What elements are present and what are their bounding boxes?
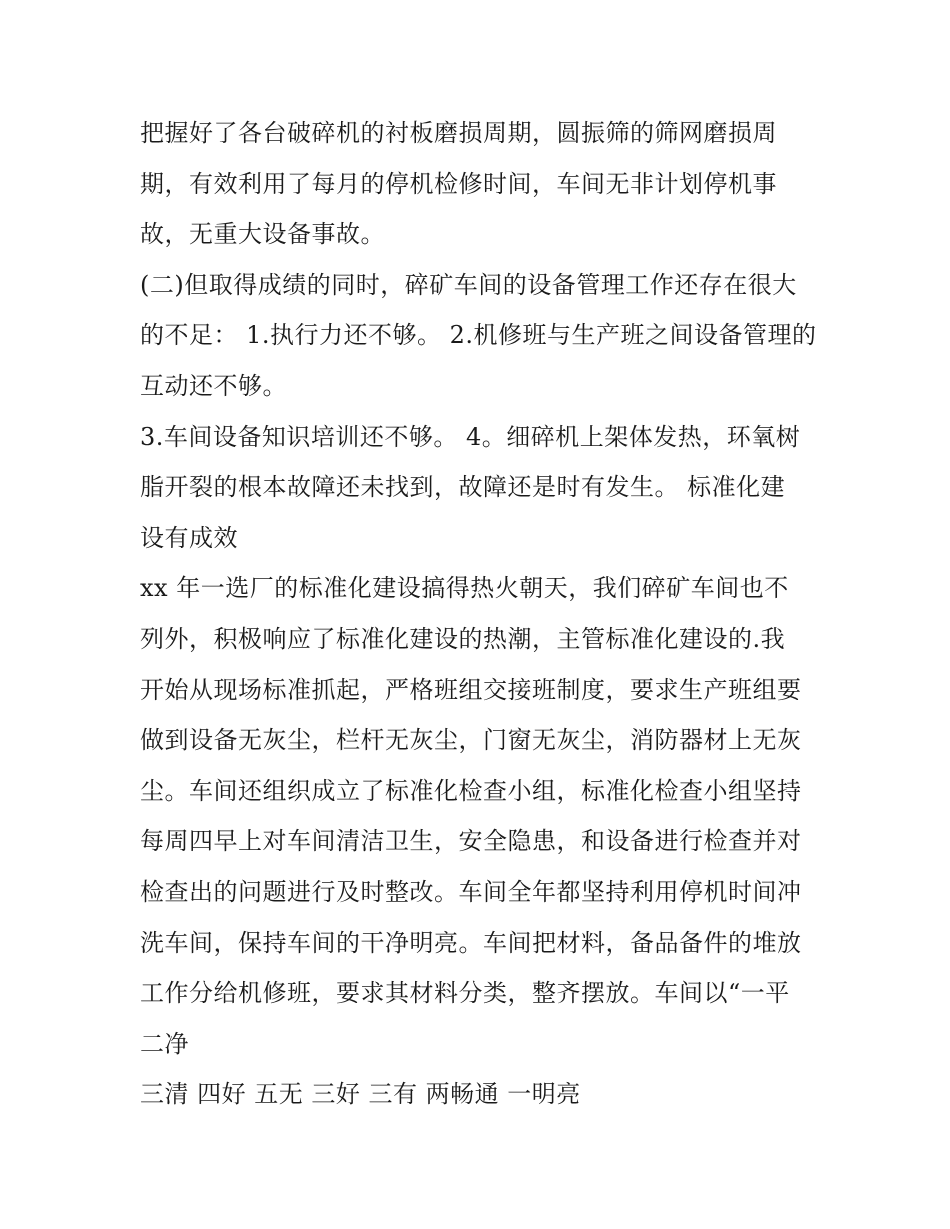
text-line: 3.车间设备知识培训还不够。 4。细碎机上架体发热，环氧树	[140, 422, 801, 451]
text-line: 脂开裂的根本故障还未找到，故障还是时有发生。 标准化建	[140, 473, 786, 502]
text-line: 把握好了各台破碎机的衬板磨损周期，圆振筛的筛网磨损周	[140, 119, 777, 147]
text-line: 洗车间，保持车间的干净明亮。车间把材料，备品备件的堆放	[140, 928, 802, 957]
text-line: 做到设备无灰尘，栏杆无灰尘，门窗无灰尘，消防器材上无灰	[140, 726, 802, 755]
text-line: xx 年一选厂的标准化建设搞得热火朝天，我们碎矿车间也不	[140, 574, 789, 603]
text-line: (二)但取得成绩的同时，碎矿车间的设备管理工作还存在很大	[140, 270, 797, 299]
text-line: 设有成效	[140, 523, 238, 552]
text-line: 互动还不够。	[140, 371, 287, 400]
text-line: 的不足： 1.执行力还不够。 2.机修班与生产班之间设备管理的	[140, 321, 817, 350]
text-line: 工作分给机修班，要求其材料分类，整齐摆放。车间以“一平	[140, 979, 790, 1008]
text-line: 尘。车间还组织成立了标准化检查小组，标准化检查小组坚持	[140, 776, 802, 805]
text-line: 每周四早上对车间清洁卫生，安全隐患，和设备进行检查并对	[140, 827, 802, 856]
text-line: 检查出的问题进行及时整改。车间全年都坚持利用停机时间冲	[140, 877, 802, 906]
text-line: 列外，积极响应了标准化建设的热潮，主管标准化建设的.我	[140, 624, 786, 653]
text-line: 开始从现场标准抓起，严格班组交接班制度，要求生产班组要	[140, 675, 802, 704]
text-line: 故，无重大设备事故。	[140, 220, 385, 249]
text-line: 二净	[140, 1029, 189, 1058]
text-line: 三清 四好 五无 三好 三有 两畅通 一明亮	[140, 1080, 581, 1109]
document-body	[140, 108, 820, 1120]
text-line: 期，有效利用了每月的停机检修时间，车间无非计划停机事	[140, 169, 777, 198]
